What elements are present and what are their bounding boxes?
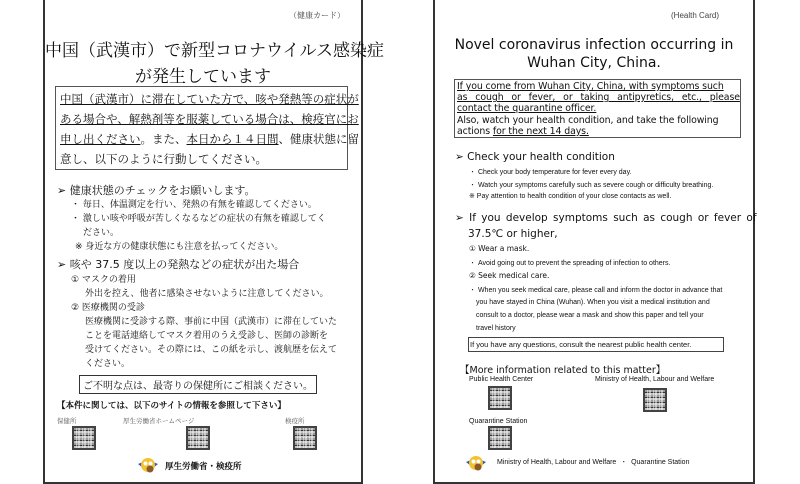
qr-code-quarantine[interactable] [293, 426, 317, 450]
qr-code-health-center[interactable] [488, 386, 512, 410]
qr-label-health-center: Public Health Center [469, 376, 534, 383]
notice-text: 、健康状態に留 [278, 132, 359, 146]
notice-text: for the next 14 days. [492, 125, 589, 137]
footer-ministry: 厚生労働省・検疫所 [165, 462, 242, 472]
care-text: 受けてください。その際には、この紙を示し、渡航歴を伝えて [85, 345, 338, 355]
notice-box [454, 79, 741, 138]
check-item: ・ Check your body temperature for fever every day. [469, 169, 632, 176]
qr-label-mhlw: Ministry of Health, Labour and Welfare [595, 376, 715, 383]
notice-line: 意し、以下のように行動してください。 [60, 152, 267, 166]
care-text: ・ When you seek medical care, please call and inform the doctor in advance that [469, 287, 723, 294]
title-line-2: が発生しています [135, 67, 271, 87]
card-tag: (Health Card) [671, 11, 720, 20]
care-text: consult to a doctor, please wear a mask and show this paper and tell your [476, 312, 704, 319]
notice-text: 申し出ください [60, 132, 141, 146]
notice-text: 本日から１４日間 [186, 132, 279, 146]
qr-code-health-center[interactable] [72, 426, 96, 450]
notice-line: Also, watch your health condition, and take the following [457, 114, 719, 126]
notice-box [55, 86, 359, 170]
qr-code-quarantine[interactable] [488, 426, 512, 450]
card-tag: （健康カード） [289, 11, 345, 20]
check-item: ・ 激しい咳や呼吸が苦しくなるなどの症状の有無を確認してく [71, 214, 326, 224]
more-info-heading: 【More information related to this matter】 [460, 365, 666, 376]
check-item: ・ Watch your symptoms carefully such as severe cough or difficulty breathing. [469, 182, 714, 189]
check-item: ・ 毎日、体温測定を行い、発熱の有無を確認してください。 [71, 200, 317, 210]
mask-text: 外出を控え、他者に感染させないように注意してください。 [85, 289, 329, 299]
care-text: you have stayed in China (Wuhan). When you visit a medical institution and [476, 299, 710, 306]
contact-box: ご不明な点は、最寄りの保健所にご相談ください。 [79, 375, 317, 394]
care-text: ください。 [85, 359, 131, 369]
notice-text: 。また、 [140, 132, 187, 146]
care-text: 医療機関に受診する際、事前に中国（武漢市）に滞在していた [85, 317, 338, 327]
check-item-cont: ださい。 [83, 228, 120, 238]
mask-title: ① マスクの着用 [71, 275, 136, 285]
qr-label-mhlw: 厚生労働省ホームページ [123, 417, 195, 425]
care-text: ことを電話連絡してマスク着用のうえ受診し、医師の診断を [85, 331, 329, 341]
notice-line: as cough or fever, or taking antipyretics, etc., please [457, 92, 740, 104]
footer-ministry: Ministry of Health, Labour and Welfare ・ Quarantine Station [497, 459, 690, 466]
mask-title: ① Wear a mask. [469, 244, 530, 253]
quarantine-mascot-logo-icon [465, 454, 487, 472]
check-heading: ➢ 健康状態のチェックをお願いします。 [57, 184, 256, 197]
qr-code-mhlw[interactable] [186, 426, 210, 450]
notice-line: ある場合や、解熱剤等を服薬している場合は、検疫官にお [60, 112, 359, 126]
title-line-1: 中国（武漢市）で新型コロナウイルス感染症 [45, 41, 384, 61]
more-info-heading: 【本件に関しては、以下のサイトの情報を参照して下さい】 [57, 401, 286, 411]
notice-line: contact the quarantine officer. [457, 103, 597, 115]
qr-label-health-center: 保健所 [57, 417, 77, 425]
care-title: ② Seek medical care. [469, 271, 550, 280]
qr-label-quarantine: Quarantine Station [469, 418, 528, 425]
contact-box: If you have any questions, consult the nearest public health center. [468, 337, 724, 352]
mask-text: ・ Avoid going out to prevent the spreading of infection to others. [469, 260, 671, 267]
notice-line: If you come from Wuhan City, China, with symptoms such [457, 81, 724, 92]
check-heading: ➢ Check your health condition [455, 151, 615, 163]
care-title: ② 医療機関の受診 [71, 303, 145, 313]
symptoms-heading-cont: 37.5℃ or higher, [468, 228, 558, 240]
check-note: ※ Pay attention to health condition of your close contacts as well. [469, 193, 672, 200]
qr-code-mhlw[interactable] [643, 388, 667, 412]
qr-label-quarantine: 検疫所 [285, 417, 305, 425]
symptoms-heading: ➢ 咳や 37.5 度以上の発熱などの症状が出た場合 [57, 258, 300, 271]
japanese-health-card [43, 0, 384, 484]
english-health-card [433, 0, 755, 484]
care-text: travel history [476, 325, 516, 332]
symptoms-heading: ➢ If you develop symptoms such as cough or fever of [455, 212, 757, 224]
quarantine-mascot-logo-icon [137, 456, 159, 474]
title-line-1: Novel coronavirus infection occurring in [454, 37, 734, 53]
check-note: ※ 身近な方の健康状態にも注意を払ってください。 [75, 242, 284, 252]
notice-text: actions [457, 125, 493, 137]
notice-line: 中国（武漢市）に滞在していた方で、咳や発熱等の症状が [60, 92, 359, 106]
title-line-2: Wuhan City, China. [527, 55, 661, 71]
